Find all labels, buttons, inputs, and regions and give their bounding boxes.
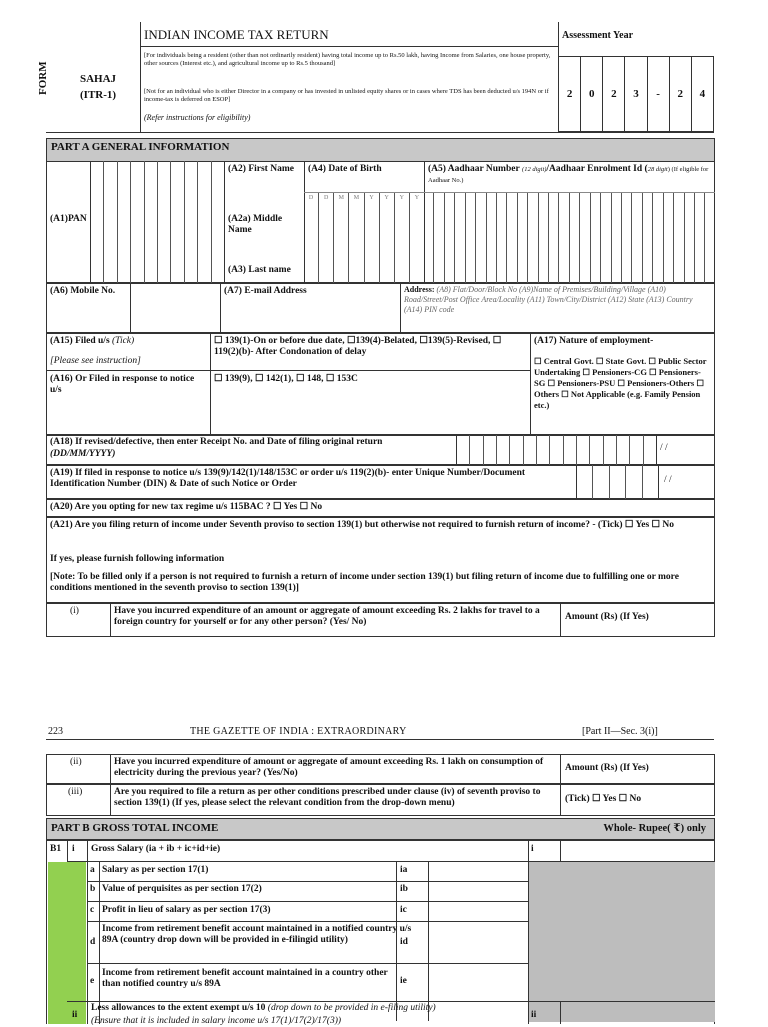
form-eligibility-note: (Refer instructions for eligibility) (144, 113, 251, 122)
year-char: - (647, 57, 669, 131)
form-code: (ITR-1) (80, 89, 117, 101)
if-yes-label: If yes, please furnish following information (50, 554, 225, 564)
shaded-area (529, 862, 715, 1022)
pan-label: (A1)PAN (50, 214, 87, 224)
mobile-label: (A6) Mobile No. (50, 286, 116, 296)
date-separator: / / (660, 443, 668, 453)
profit-lieu-salary-input[interactable] (429, 902, 528, 921)
year-char: 0 (580, 57, 602, 131)
notified-country-input[interactable] (429, 922, 528, 963)
row-letter: d (90, 937, 96, 947)
gross-salary-input[interactable] (560, 840, 715, 861)
seventh-proviso-question[interactable]: (A21) Are you filing return of income under Seventh proviso to section 139(1) but otherwise not required to furnish return of income? - (Tick) ☐ Yes ☐ No (50, 520, 675, 530)
year-char: 3 (624, 57, 646, 131)
other-conditions-question: Are you required to file a return as per other conditions prescribed under clause (iv) of seventh proviso to section 139(1) (If yes, please select the relevant condition from the drop-down menu) (114, 787, 541, 808)
form-label: FORM (37, 61, 49, 95)
row-letter: a (90, 865, 95, 875)
year-char: 2 (669, 57, 691, 131)
allowances-sub-note: (Ensure that it is included in salary income u/s 17(1)/17(2)/17(3)) (91, 1016, 342, 1026)
email-input[interactable] (224, 298, 400, 332)
din-input[interactable] (576, 465, 658, 499)
ii-label: ii (72, 1010, 78, 1020)
b1-i-label: i (72, 844, 75, 854)
allowances-input[interactable] (560, 1002, 715, 1024)
salary-sub-strip (48, 862, 86, 1024)
address-label: Address: (A8) Flat/Door/Block No (A9)Name of Premises/Building/Village (A10) Road/Street/Post Office Area/Locality (A11) Town/City/District (A12) State (A13) Country (A14) PIN code (404, 285, 693, 314)
form-description-1: [For individuals being a resident (other than not ordinarily resident) having total income up to Rs.50 lakh, having Income from Salaries, one house property, other sources (Interest etc.), and agricultural income up to Rs.5 thousand] (144, 52, 551, 67)
middle-name-label: (A2a) Middle Name (228, 214, 283, 235)
salary-17-1-label: Salary as per section 17(1) (102, 865, 209, 875)
row-code: ib (400, 884, 408, 894)
row-code: id (400, 937, 408, 947)
perquisites-input[interactable] (429, 882, 528, 901)
notified-country-label: Income from retirement benefit account maintained in a notified country u/s 89A (country drop down will be provided in e-filingid utility) (102, 924, 412, 945)
profit-lieu-salary-label: Profit in lieu of salary as per section 17(3) (102, 905, 271, 915)
date-separator: / / (664, 475, 672, 485)
form-title: INDIAN INCOME TAX RETURN (144, 27, 329, 42)
aadhaar-label: (A5) Aadhaar Number (12 digit)/Aadhaar Enrolment Id (28 digit) (If eligible for Aadhaar No.) (428, 164, 709, 184)
amount-label: Amount (Rs) (If Yes) (565, 763, 649, 773)
filed-under-options[interactable]: ☐ 139(1)-On or before due date, ☐139(4)-Belated, ☐139(5)-Revised, ☐ 119(2)(b)- After Condonation of delay (214, 336, 502, 357)
row-code: ic (400, 905, 407, 915)
part-a-header: PART A GENERAL INFORMATION (46, 138, 715, 162)
assessment-year-boxes (558, 56, 714, 132)
seventh-proviso-note: [Note: To be filled only if a person is not required to furnish a return of income under section 139(1) but filing return of income due to fulfilling one or more conditions mentioned in the seventh proviso to section 139(1)] (50, 572, 679, 593)
b1-label: B1 (50, 844, 62, 854)
first-name-label: (A2) First Name (228, 164, 294, 174)
last-name-label: (A3) Last name (228, 265, 291, 275)
year-char: 2 (602, 57, 624, 131)
receipt-no-input[interactable] (456, 435, 656, 465)
employment-nature-label: (A17) Nature of employment- (534, 336, 654, 346)
gross-salary-code: i (531, 844, 534, 854)
notice-din-label: (A19) If filed in response to notice u/s 139(9)/142(1)/148/153C or order u/s 119(2)(b)- enter Unique Number/Document Identification Number (DIN) & Date of such Notice or Order (50, 468, 526, 489)
year-char: 4 (691, 57, 713, 131)
gazette-title: THE GAZETTE OF INDIA : EXTRAORDINARY (190, 726, 407, 737)
form-name: SAHAJ (80, 73, 117, 85)
mobile-input[interactable] (130, 283, 220, 333)
part-b-header: PART B GROSS TOTAL INCOME Whole- Rupee( ₹) only (46, 818, 715, 840)
date-format-label: (DD/MM/YYYY) (50, 449, 116, 459)
pan-input[interactable] (90, 161, 224, 283)
allowances-label: Less allowances to the extent exempt u/s 10 (drop down to be provided in e-filing utility) (91, 1003, 436, 1013)
other-country-label: Income from retirement benefit account maintained in a country other than notified country u/s 89A (102, 968, 388, 989)
dob-label: (A4) Date of Birth (308, 164, 382, 174)
employment-nature-options[interactable]: ☐ Central Govt. ☐ State Govt. ☐ Public Sector Undertaking ☐ Pensioners-CG ☐ Pensioners-SG ☐ Pensioners-PSU ☐ Pensioners-Others ☐ Others ☐ Not Applicable (e.g. Family Pension etc.) (534, 356, 707, 410)
amount-label: Amount (Rs) (If Yes) (565, 612, 649, 622)
aadhaar-input[interactable] (424, 192, 715, 283)
year-char: 2 (566, 88, 573, 100)
ii-code: ii (531, 1010, 537, 1020)
assessment-year-label: Assessment Year (562, 30, 634, 41)
electricity-question: Have you incurred expenditure of amount or aggregate of amount exceeding Rs. 1 lakh on consumption of electricity during the previous year? (Yes/No) (114, 757, 544, 778)
other-conditions-tick[interactable]: (Tick) ☐ Yes ☐ No (565, 794, 642, 804)
question-number: (i) (70, 606, 79, 616)
dob-input[interactable]: D D M M Y Y Y Y (304, 192, 424, 283)
page-number: 223 (48, 726, 63, 737)
filed-under-note: [Please see instruction] (50, 356, 141, 366)
other-country-input[interactable] (429, 964, 528, 1001)
receipt-no-label: (A18) If revised/defective, then enter Receipt No. and Date of filing original return (50, 437, 383, 447)
email-label: (A7) E-mail Address (224, 286, 307, 296)
salary-17-1-input[interactable] (429, 862, 528, 881)
gazette-part: [Part II—Sec. 3(i)] (582, 726, 658, 737)
notice-section-label: (A16) Or Filed in response to notice u/s (50, 374, 195, 395)
notice-section-options[interactable]: ☐ 139(9), ☐ 142(1), ☐ 148, ☐ 153C (214, 374, 358, 384)
foreign-travel-question: Have you incurred expenditure of an amount or aggregate of amount exceeding Rs. 2 lakhs for travel to a foreign country for yourself or for any other person? (Yes/ No) (114, 606, 540, 627)
row-letter: e (90, 976, 95, 986)
perquisites-label: Value of perquisites as per section 17(2) (102, 884, 262, 894)
row-letter: b (90, 884, 96, 894)
row-code: ia (400, 865, 408, 875)
row-letter: c (90, 905, 95, 915)
filed-under-label: (A15) Filed u/s (Tick) (50, 336, 135, 346)
question-number: (iii) (68, 787, 83, 797)
question-number: (ii) (70, 757, 82, 767)
whole-rupee-note: Whole- Rupee( ₹) only (603, 823, 706, 834)
row-code: ie (400, 976, 407, 986)
gross-salary-label: Gross Salary (ia + ib + ic+id+ie) (91, 844, 221, 854)
new-tax-regime-label[interactable]: (A20) Are you opting for new tax regime u/s 115BAC ? ☐ Yes ☐ No (50, 502, 323, 512)
form-description-2: [Not for an individual who is either Director in a company or has invested in unlisted equity shares or in cases where TDS has been deducted u/s 194N or if income-tax is deferred on ESOP] (144, 88, 549, 103)
